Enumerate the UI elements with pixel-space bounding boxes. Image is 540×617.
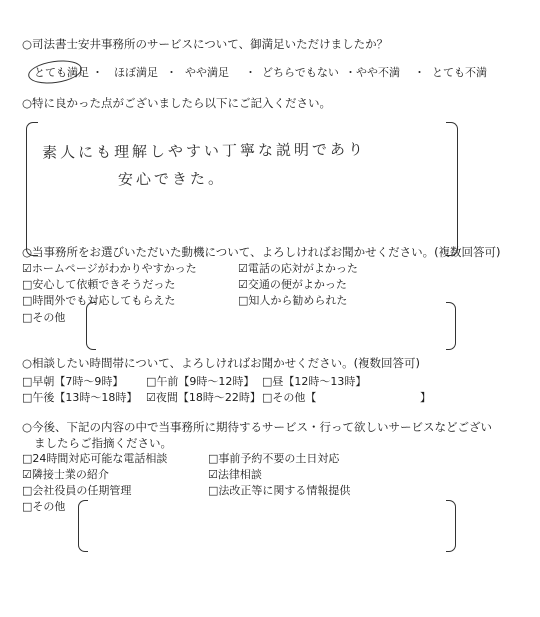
q3-option-reassuring[interactable]: □安心して依頼できそうだった xyxy=(22,278,176,291)
q5-option-24h-phone[interactable]: □24時間対応可能な電話相談 xyxy=(22,452,168,465)
q4-option-afternoon[interactable]: □午後【13時～18時】 xyxy=(22,391,138,404)
q5-other-box-left-bracket xyxy=(78,500,88,552)
answer-box-left-bracket xyxy=(26,122,38,256)
q5-option-weekend[interactable]: □事前予約不要の土日対応 xyxy=(208,452,340,465)
answer-box-right-bracket xyxy=(446,122,458,256)
q1-question: ○司法書士安井事務所のサービスについて、御満足いただけましたか？ xyxy=(22,37,389,51)
q3-option-after-hours[interactable]: □時間外でも対応してもらえた xyxy=(22,294,176,307)
q3-question: ○当事務所をお選びいただいた動機について、よろしければお聞かせください。(複数回答可) xyxy=(22,245,501,259)
q3-option-other[interactable]: □その他 xyxy=(22,311,66,324)
q1-separator: ・ xyxy=(245,66,256,79)
q5-option-officer-term[interactable]: □会社役員の任期管理 xyxy=(22,484,132,497)
q5-option-other[interactable]: □その他 xyxy=(22,500,66,513)
q1-option-mostly-satisfied[interactable]: ほぼ満足 xyxy=(114,66,158,79)
q5-option-legal-consult[interactable]: ☑法律相談 xyxy=(208,468,262,481)
handwritten-answer-line1: 素人にも理解しやすい丁寧な説明であり xyxy=(41,140,367,162)
q4-option-morning[interactable]: □午前【9時～12時】 xyxy=(146,375,255,388)
q1-option-somewhat-dissatisfied[interactable]: ・やや不満 xyxy=(345,66,400,79)
handwritten-answer-line2: 安心できた。 xyxy=(117,169,227,189)
q5-question-line2: ましたらご指摘ください。 xyxy=(34,436,172,450)
q3-option-access[interactable]: ☑交通の便がよかった xyxy=(238,278,347,291)
q3-option-homepage[interactable]: ☑ホームページがわかりやすかった xyxy=(22,262,197,275)
q1-option-very-dissatisfied[interactable]: とても不満 xyxy=(432,66,487,79)
q5-option-referral-professions[interactable]: ☑隣接士業の紹介 xyxy=(22,468,109,481)
q4-option-night[interactable]: ☑夜間【18時～22時】 xyxy=(146,391,261,404)
other-box-left-bracket xyxy=(86,302,96,350)
q1-separator: ・ xyxy=(414,66,425,79)
q4-option-other-close: 】 xyxy=(420,391,431,404)
q5-option-law-updates[interactable]: □法改正等に関する情報提供 xyxy=(208,484,351,497)
other-box-right-bracket xyxy=(446,302,456,350)
q5-other-box-right-bracket xyxy=(446,500,456,552)
q3-option-referral[interactable]: □知人から勧められた xyxy=(238,294,348,307)
q1-separator: ・ xyxy=(92,66,103,79)
q2-question: ○特に良かった点がございましたら以下にご記入ください。 xyxy=(22,96,332,110)
q4-option-noon[interactable]: □昼【12時～13時】 xyxy=(262,375,367,388)
q4-option-early-morning[interactable]: □早朝【7時～9時】 xyxy=(22,375,124,388)
q5-question-line1: ○今後、下記の内容の中で当事務所に期待するサービス・行って欲しいサービスなどござい xyxy=(22,420,493,434)
q1-option-very-satisfied[interactable]: とても満足 xyxy=(34,66,89,79)
q1-separator: ・ xyxy=(166,66,177,79)
q4-option-other[interactable]: □その他【 xyxy=(262,391,317,404)
q1-option-somewhat-satisfied[interactable]: やや満足 xyxy=(185,66,229,79)
q4-question: ○相談したい時間帯について、よろしければお聞かせください。(複数回答可) xyxy=(22,356,421,370)
q1-option-neutral[interactable]: どちらでもない xyxy=(262,66,339,79)
q3-option-phone-response[interactable]: ☑電話の応対がよかった xyxy=(238,262,358,275)
